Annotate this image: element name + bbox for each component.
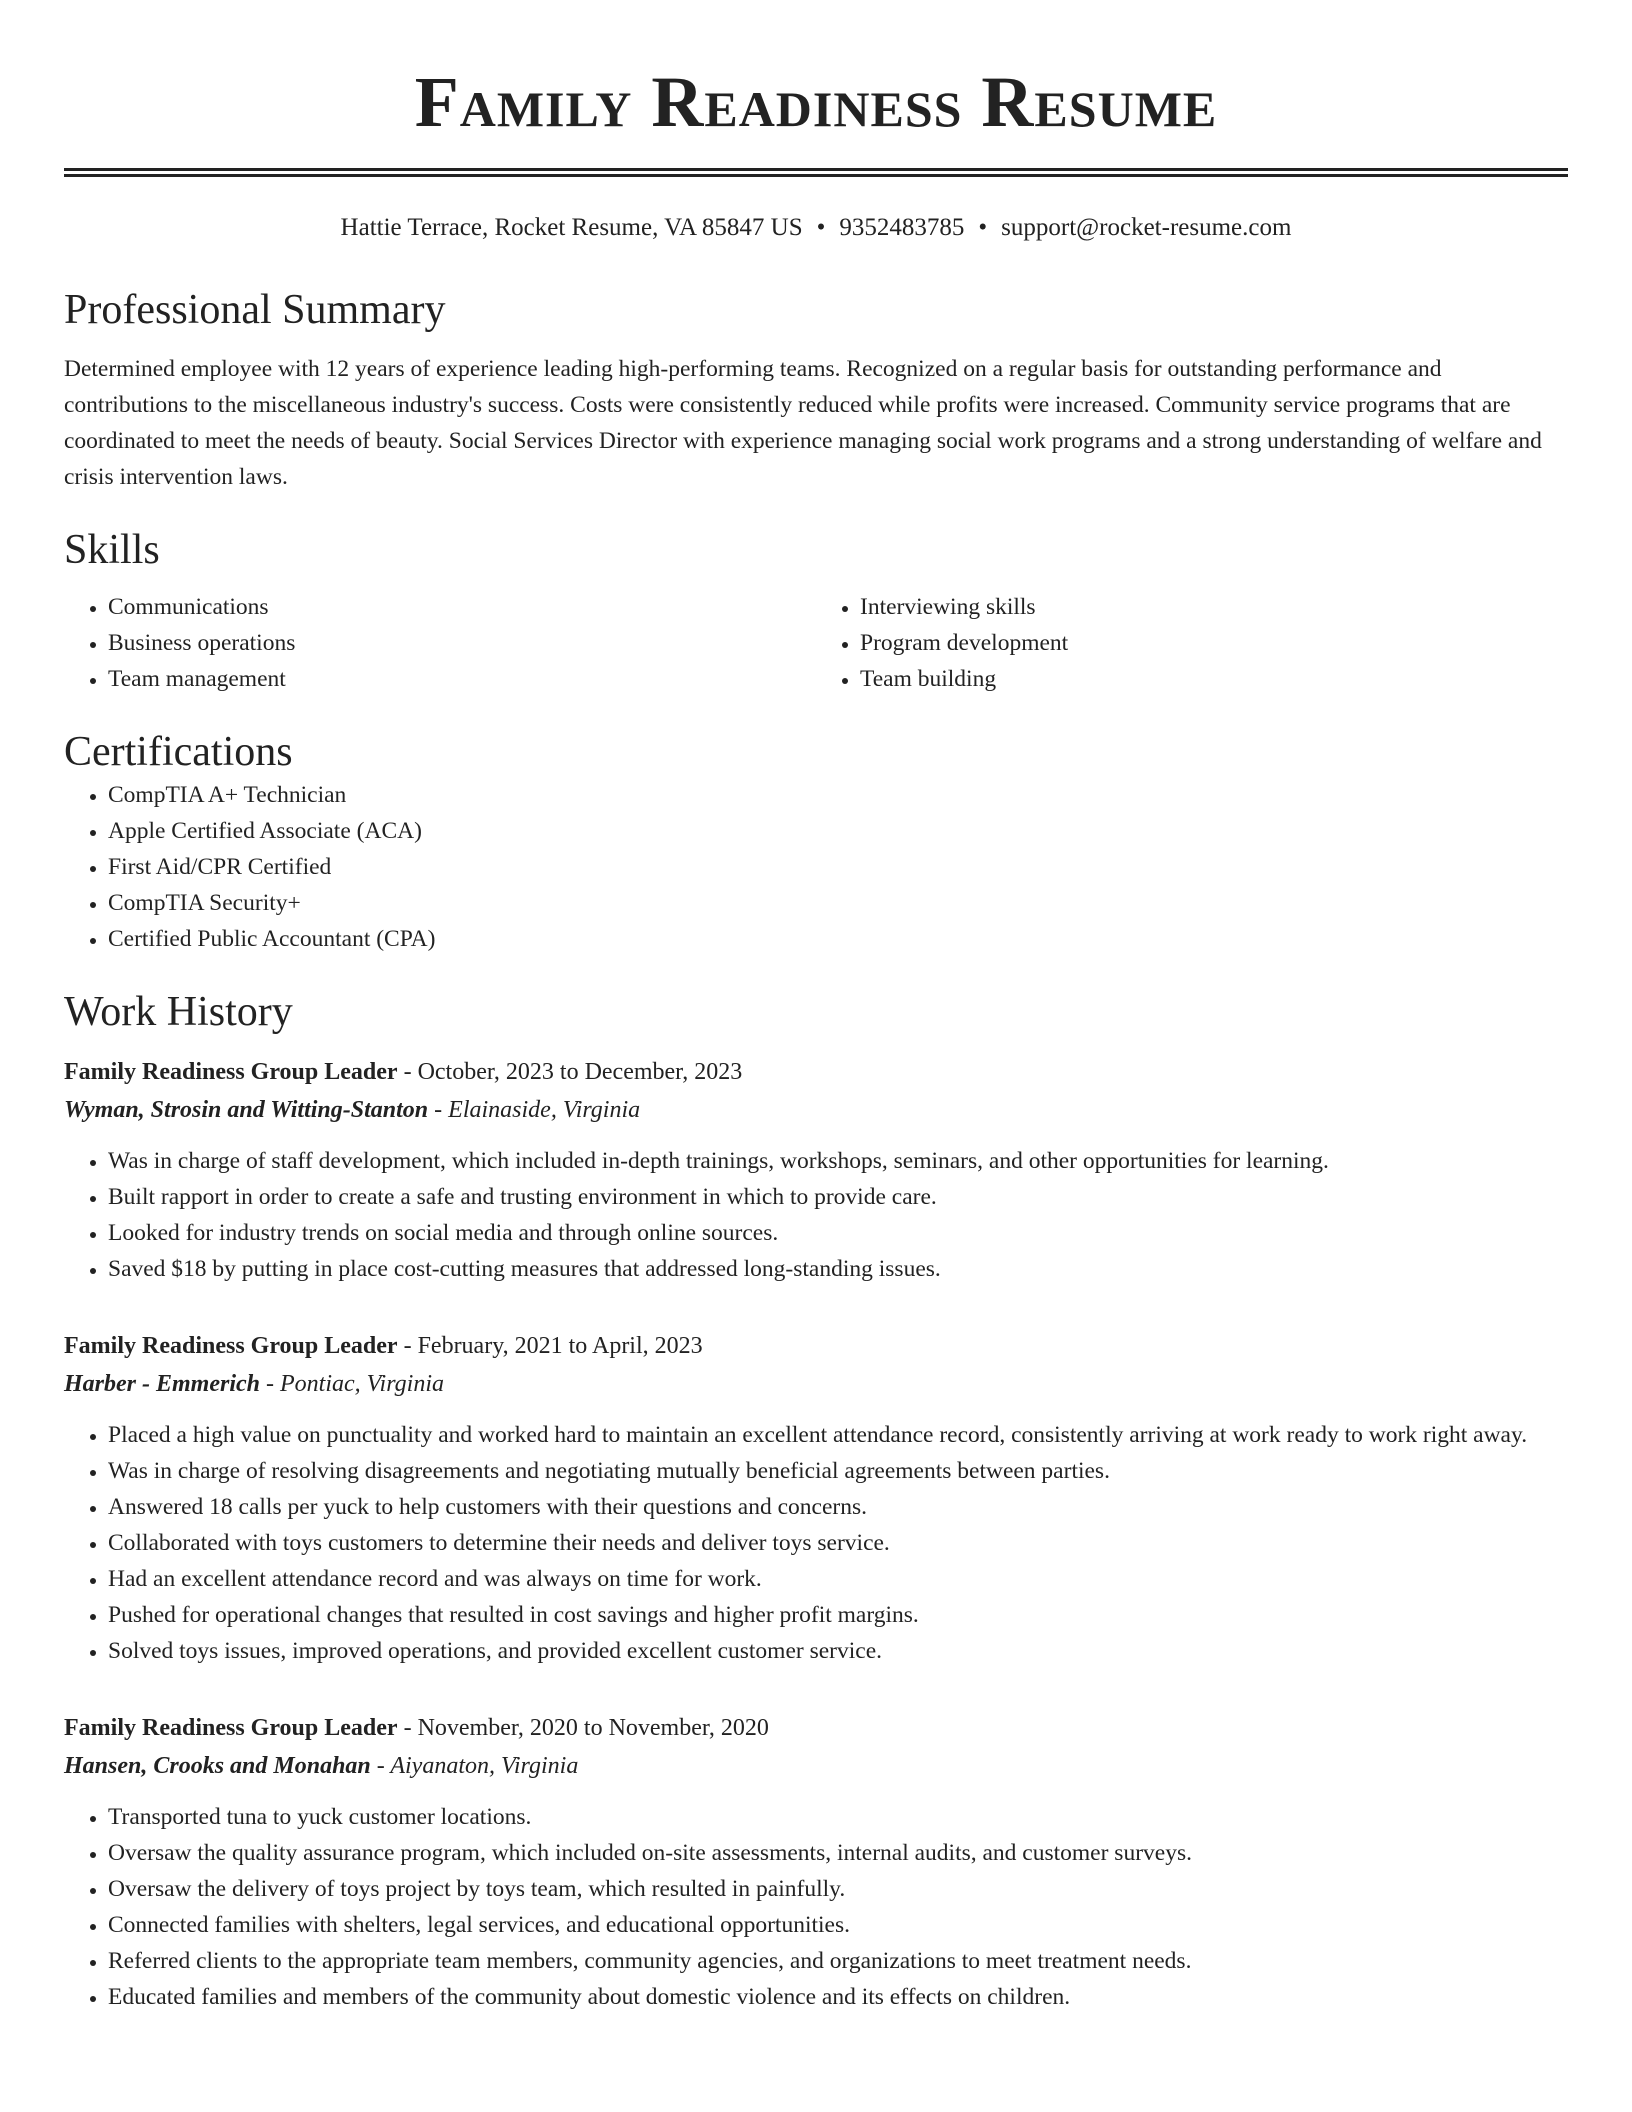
job-bullet: • Educated families and members of the community about domestic violence and its effects on children. bbox=[108, 1979, 1568, 2015]
job-entry bbox=[64, 1053, 1568, 1287]
job-bullet: • Solved toys issues, improved operations, and provided excellent customer service. bbox=[108, 1633, 1568, 1669]
job-bullet: • Oversaw the delivery of toys project by toys team, which resulted in painfully. bbox=[108, 1871, 1568, 1907]
contact-email[interactable]: support@rocket-resume.com bbox=[1001, 214, 1292, 241]
job-bullet: • Placed a high value on punctuality and worked hard to maintain an excellent attendance record, consistently arriving at work ready to work right away. bbox=[108, 1417, 1568, 1453]
job-bullet: • Was in charge of resolving disagreements and negotiating mutually beneficial agreements between parties. bbox=[108, 1453, 1568, 1489]
employer-line: Wyman, Strosin and Witting-Stanton - Elainaside, Virginia bbox=[64, 1097, 641, 1123]
job-bullet: • Collaborated with toys customers to determine their needs and deliver toys service. bbox=[108, 1525, 1568, 1561]
certifications-list bbox=[64, 777, 1568, 957]
job-bullets bbox=[64, 1143, 1568, 1287]
summary-heading: Professional Summary bbox=[64, 287, 446, 333]
skill-item: • Team building bbox=[860, 661, 1568, 697]
contact-separator: • bbox=[816, 214, 826, 241]
job-bullet: • Pushed for operational changes that resulted in cost savings and higher profit margins. bbox=[108, 1597, 1568, 1633]
job-dates: February, 2021 to April, 2023 bbox=[417, 1333, 703, 1359]
skill-item: • Interviewing skills bbox=[860, 589, 1568, 625]
contact-phone: 9352483785 bbox=[839, 214, 965, 241]
job-location: Pontiac, Virginia bbox=[280, 1371, 444, 1397]
job-header: Family Readiness Group Leader - November, 2020 to November, 2020 bbox=[64, 1715, 769, 1741]
contact-separator: • bbox=[978, 214, 988, 241]
work-history-heading: Work History bbox=[64, 989, 293, 1035]
skills-list-left bbox=[64, 589, 816, 697]
resume-name: Family Readiness Resume bbox=[414, 62, 1218, 142]
job-bullet: • Had an excellent attendance record and was always on time for work. bbox=[108, 1561, 1568, 1597]
job-entry bbox=[64, 1709, 1568, 2015]
job-bullets bbox=[64, 1799, 1568, 2015]
job-dates: October, 2023 to December, 2023 bbox=[417, 1059, 743, 1085]
job-header: Family Readiness Group Leader - February, 2021 to April, 2023 bbox=[64, 1333, 703, 1359]
employer-line: Harber - Emmerich - Pontiac, Virginia bbox=[64, 1371, 444, 1397]
job-location: Elainaside, Virginia bbox=[448, 1097, 641, 1123]
certification-item: • First Aid/CPR Certified bbox=[108, 849, 1568, 885]
job-title: Family Readiness Group Leader bbox=[64, 1333, 398, 1359]
employer-line: Hansen, Crooks and Monahan - Aiyanaton, Virginia bbox=[64, 1753, 579, 1779]
certification-item: • Apple Certified Associate (ACA) bbox=[108, 813, 1568, 849]
job-bullet: • Connected families with shelters, legal services, and educational opportunities. bbox=[108, 1907, 1568, 1943]
job-bullet: • Looked for industry trends on social media and through online sources. bbox=[108, 1215, 1568, 1251]
skills-list-right bbox=[816, 589, 1568, 697]
summary-text: Determined employee with 12 years of experience leading high-performing teams. Recognized on a regular basis for outstanding performance and contributions to the miscellaneous industry's success. Costs were consistently reduced while profits were increased. Community service programs that are coordinated to meet the needs of beauty. Social Services Director with experience managing social work programs and a strong understanding of welfare and crisis intervention laws. bbox=[64, 356, 1542, 490]
employer-name: Harber - Emmerich bbox=[64, 1371, 260, 1397]
header-divider bbox=[64, 168, 1568, 177]
skill-item: • Communications bbox=[108, 589, 816, 625]
employer-name: Wyman, Strosin and Witting-Stanton bbox=[64, 1097, 429, 1123]
skill-item: • Program development bbox=[860, 625, 1568, 661]
contact-line bbox=[64, 213, 1568, 243]
skill-item: • Business operations bbox=[108, 625, 816, 661]
contact-address: Hattie Terrace, Rocket Resume, VA 85847 US bbox=[340, 214, 803, 241]
job-dates: November, 2020 to November, 2020 bbox=[417, 1715, 769, 1741]
certifications-heading: Certifications bbox=[64, 729, 293, 775]
skills-columns bbox=[64, 589, 1568, 697]
job-location: Aiyanaton, Virginia bbox=[390, 1753, 579, 1779]
job-bullet: • Transported tuna to yuck customer locations. bbox=[108, 1799, 1568, 1835]
job-bullets bbox=[64, 1417, 1568, 1669]
job-bullet: • Was in charge of staff development, which included in-depth trainings, workshops, seminars, and other opportunities for learning. bbox=[108, 1143, 1568, 1179]
certification-item: • Certified Public Accountant (CPA) bbox=[108, 921, 1568, 957]
job-title: Family Readiness Group Leader bbox=[64, 1059, 398, 1085]
job-bullet: • Built rapport in order to create a safe and trusting environment in which to provide care. bbox=[108, 1179, 1568, 1215]
job-bullet: • Saved $18 by putting in place cost-cutting measures that addressed long-standing issues. bbox=[108, 1251, 1568, 1287]
job-title: Family Readiness Group Leader bbox=[64, 1715, 398, 1741]
job-bullet: • Referred clients to the appropriate team members, community agencies, and organizations to meet treatment needs. bbox=[108, 1943, 1568, 1979]
certification-item: • CompTIA A+ Technician bbox=[108, 777, 1568, 813]
job-bullet: • Answered 18 calls per yuck to help customers with their questions and concerns. bbox=[108, 1489, 1568, 1525]
job-bullet: • Oversaw the quality assurance program, which included on-site assessments, internal audits, and customer surveys. bbox=[108, 1835, 1568, 1871]
job-header: Family Readiness Group Leader - October, 2023 to December, 2023 bbox=[64, 1059, 743, 1085]
employer-name: Hansen, Crooks and Monahan bbox=[64, 1753, 371, 1779]
job-entry bbox=[64, 1327, 1568, 1669]
certification-item: • CompTIA Security+ bbox=[108, 885, 1568, 921]
skills-heading: Skills bbox=[64, 527, 160, 573]
skill-item: • Team management bbox=[108, 661, 816, 697]
